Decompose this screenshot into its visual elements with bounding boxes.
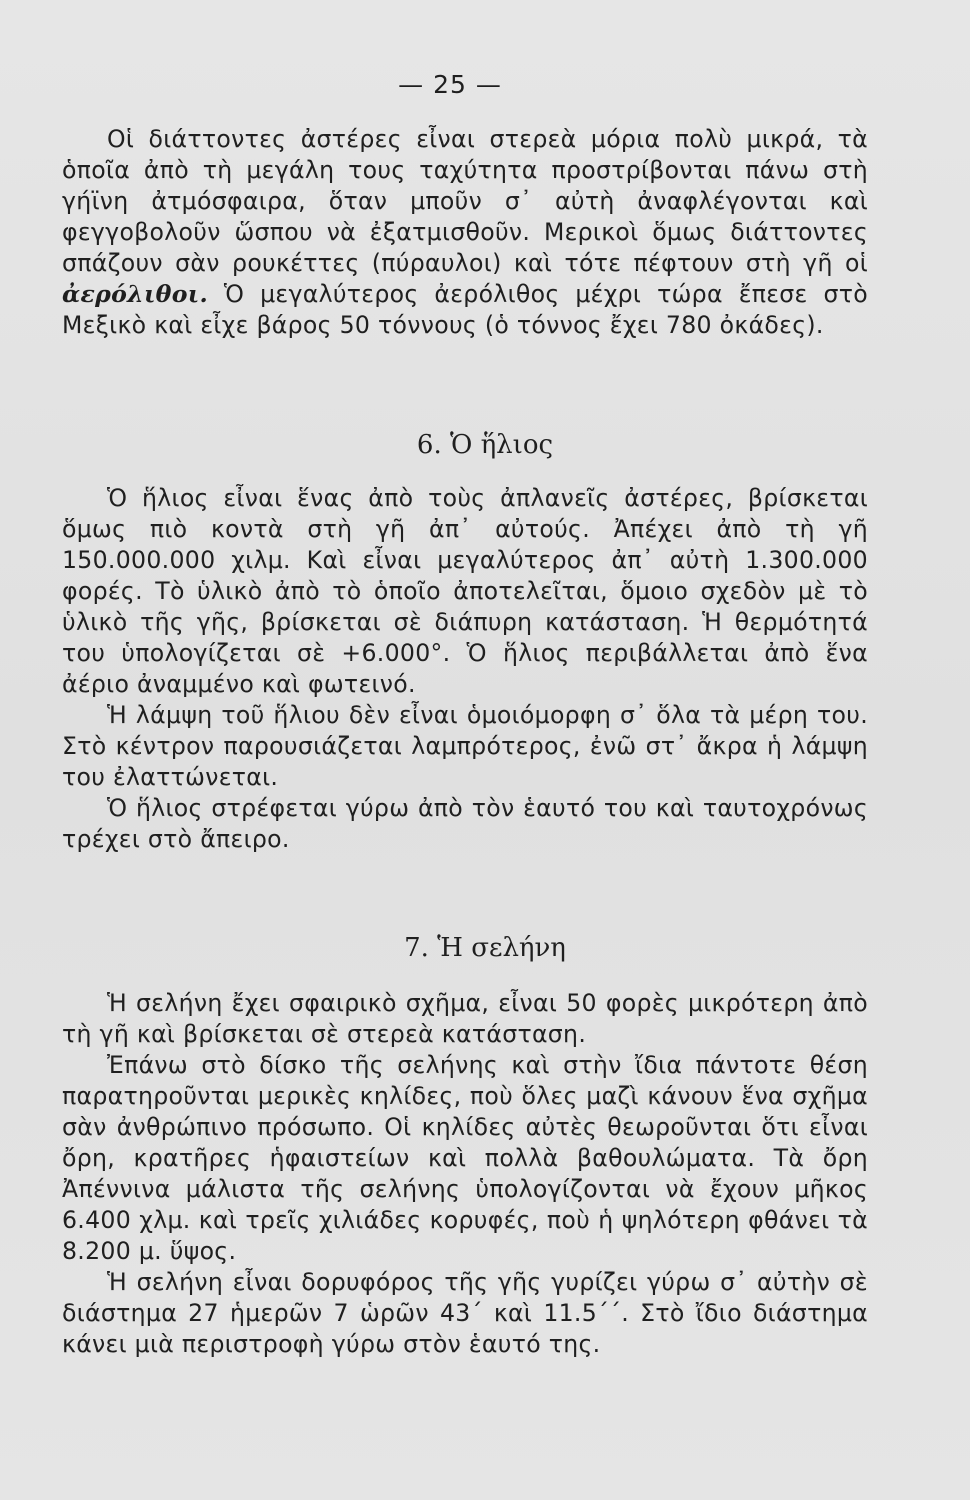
intro-lead-text: Οἱ διάττοντες ἀστέρες εἶναι στερεὰ μόρια πολὺ μικρά, τὰ ὁποῖα ἀπὸ τὴ μεγάλη τους ταχύτητα προστρίβονται πάνω στὴ γήϊνη ἀτμόσφαιρα, ὅταν μποῦν σ᾿ αὐτὴ ἀναφλέγονται καὶ φεγγοβολοῦν ὥσπου νὰ ἐξατμισθοῦν. Μερικοὶ ὅμως διάττοντες σπάζουν σὰν ρουκέττες (πύραυλοι) καὶ τότε πέφτουν στὴ γῆ οἱ xyxy=(62,125,868,277)
section-6-paragraph-3: Ὁ ἥλιος στρέφεται γύρω ἀπὸ τὸν ἑαυτό του καὶ ταυτοχρόνως τρέχει στὸ ἄπειρο. xyxy=(62,794,868,853)
term-aerolithoi: ἀερόλιθοι. xyxy=(62,280,208,308)
section-7-paragraph-1: Ἡ σελήνη ἔχει σφαιρικὸ σχῆμα, εἶναι 50 φορὲς μικρότερη ἀπὸ τὴ γῆ καὶ βρίσκεται σὲ στερεὰ κατάσταση. xyxy=(62,989,868,1048)
section-7-paragraph-2: Ἐπάνω στὸ δίσκο τῆς σελήνης καὶ στὴν ἴδια πάντοτε θέση παρατηροῦνται μερικὲς κηλίδες, ποὺ ὅλες μαζὶ κάνουν ἕνα σχῆμα σὰν ἀνθρώπινο πρόσωπο. Οἱ κηλίδες αὐτὲς θεωροῦνται ὅτι εἶναι ὄρη, κρατῆρες ἡφαιστείων καὶ πολλὰ βαθουλώματα. Τὰ ὄρη Ἀπέννινα μάλιστα τῆς σελήνης ὑπολογίζονται νὰ ἔχουν μῆκος 6.400 χλμ. καὶ τρεῖς χιλιάδες κορυφές, ποὺ ἡ ψηλότερη φθάνει τὰ 8.200 μ. ὕψος. xyxy=(62,1051,868,1265)
page-number: — 25 — xyxy=(398,70,502,99)
section-6-heading: 6. Ὁ ἥλιος xyxy=(416,430,554,460)
intro-rest-text: Ὁ μεγαλύτερος ἀερόλιθος μέχρι τώρα ἔπεσε στὸ Μεξικὸ καὶ εἶχε βάρος 50 τόννους (ὁ τόννος ἔχει 780 ὀκάδες). xyxy=(62,280,868,339)
intro-section xyxy=(62,124,868,341)
section-7-heading: 7. Ἡ σελήνη xyxy=(404,933,566,963)
section-6-paragraph-1: Ὁ ἥλιος εἶναι ἕνας ἀπὸ τοὺς ἀπλανεῖς ἀστέρες, βρίσκεται ὅμως πιὸ κοντὰ στὴ γῆ ἀπ᾿ αὐτούς. Ἀπέχει ἀπὸ τὴ γῆ 150.000.000 χιλμ. Καὶ εἶναι μεγαλύτερος ἀπ᾿ αὐτὴ 1.300.000 φορές. Τὸ ὑλικὸ ἀπὸ τὸ ὁποῖο ἀποτελεῖται, ὅμοιο σχεδὸν μὲ τὸ ὑλικὸ τῆς γῆς, βρίσκεται σὲ διάπυρη κατάσταση. Ἡ θερμότητά του ὑπολογίζεται σὲ +6.000°. Ὁ ἥλιος περιβάλλεται ἀπὸ ἕνα ἀέριο ἀναμμένο καὶ φωτεινό. xyxy=(62,484,868,698)
section-6-body xyxy=(62,483,868,855)
intro-paragraph xyxy=(62,124,868,341)
section-6-paragraph-2: Ἡ λάμψη τοῦ ἥλιου δὲν εἶναι ὁμοιόμορφη σ᾿ ὅλα τὰ μέρη του. Στὸ κέντρον παρουσιάζεται λαμπρότερος, ἐνῶ στ᾿ ἄκρα ἡ λάμψη του ἐλαττώνεται. xyxy=(62,701,868,791)
section-7-body xyxy=(62,988,868,1360)
section-7-paragraph-3: Ἡ σελήνη εἶναι δορυφόρος τῆς γῆς γυρίζει γύρω σ᾿ αὐτὴν σὲ διάστημα 27 ἡμερῶν 7 ὡρῶν 43΄ καὶ 11.5΄΄. Στὸ ἴδιο διάστημα κάνει μιὰ περιστροφὴ γύρω στὸν ἑαυτό της. xyxy=(62,1268,868,1358)
